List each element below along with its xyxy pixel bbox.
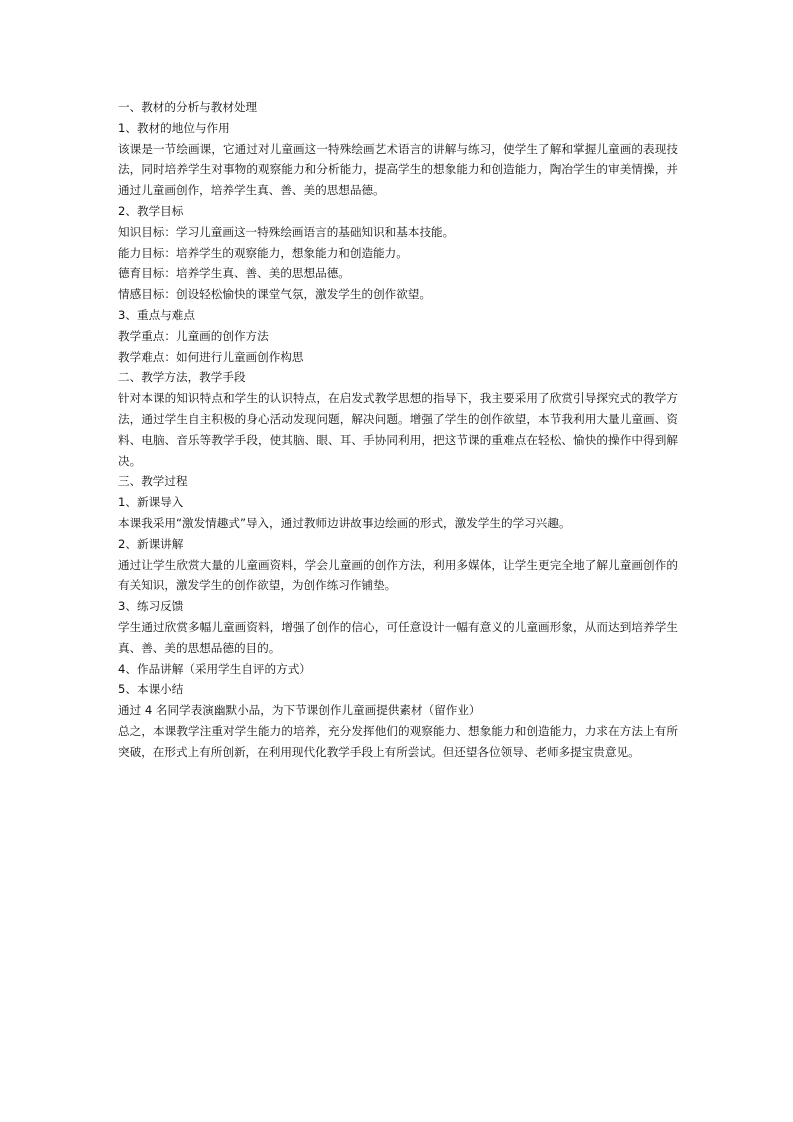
section-heading-2: 二、教学方法，教学手段: [118, 370, 246, 385]
subsection-heading-3-2: 2、新课讲解: [118, 536, 184, 551]
document-body: [118, 97, 678, 763]
subsection-heading-3-5: 5、本课小结: [118, 682, 184, 697]
subsection-heading-1-1: 1、教材的地位与作用: [118, 120, 230, 135]
goal-emotion: 情感目标：创设轻松愉快的课堂气氛，激发学生的创作欲望。: [118, 287, 432, 302]
goal-knowledge: 知识目标：学习儿童画这一特殊绘画语言的基础知识和基本技能。: [118, 224, 455, 239]
section-heading-1: 一、教材的分析与教材处理: [118, 100, 258, 114]
paragraph-new-lesson: 通过让学生欣赏大量的儿童画资料，学会儿童画的创作方法，利用多媒体，让学生更完全地了解儿童画创作的有关知识，激发学生的创作欲望，为创作练习作铺垫。: [118, 557, 678, 593]
subsection-heading-3-3: 3、练习反馈: [118, 599, 184, 614]
paragraph-practice-feedback: 学生通过欣赏多幅儿童画资料，增强了创作的信心，可任意设计一幅有意义的儿童画形象，从而达到培养学生真、善、美的思想品德的目的。: [118, 619, 678, 655]
paragraph-teaching-methods: 针对本课的知识特点和学生的认识特点，在启发式教学思想的指导下，我主要采用了欣赏引导探究式的教学方法，通过学生自主积极的身心活动发现问题，解决问题。增强了学生的创作欲望，本节我利用大量儿童画、资料、电脑、音乐等教学手段，使其脑、眼、耳、手协同利用，把这节课的重难点在轻松、愉快的操作中得到解决。: [118, 391, 678, 468]
paragraph-conclusion: 总之，本课教学注重对学生能力的培养，充分发挥他们的观察能力、想象能力和创造能力，力求在方法上有所突破，在形式上有所创新，在利用现代化教学手段上有所尝试。但还望各位领导、老师多提宝贵意见。: [118, 723, 678, 759]
subsection-heading-1-3: 3、重点与难点: [118, 307, 195, 322]
teaching-difficulty: 教学难点：如何进行儿童画创作构思: [118, 349, 304, 364]
paragraph-summary-activity: 通过 4 名同学表演幽默小品，为下节课创作儿童画提供素材（留作业）: [118, 703, 481, 718]
paragraph-introduction: 本课我采用“激发情趣式”导入，通过教师边讲故事边绘画的形式，激发学生的学习兴趣。: [118, 515, 571, 530]
subsection-heading-3-1: 1、新课导入: [118, 495, 184, 510]
goal-ability: 能力目标：培养学生的观察能力，想象能力和创造能力。: [118, 245, 408, 260]
teaching-focus: 教学重点：儿童画的创作方法: [118, 328, 269, 343]
paragraph-course-position: 该课是一节绘画课，它通过对儿童画这一特殊绘画艺术语言的讲解与练习，使学生了解和掌握儿童画的表现技法，同时培养学生对事物的观察能力和分析能力，提高学生的想象能力和创造能力，陶冶学生的审美情操，并通过儿童画创作，培养学生真、善、美的思想品德。: [118, 141, 678, 198]
subsection-heading-1-2: 2、教学目标: [118, 203, 184, 218]
section-heading-3: 三、教学过程: [118, 474, 188, 489]
goal-moral: 德育目标：培养学生真、善、美的思想品德。: [118, 266, 350, 281]
subsection-heading-3-4: 4、作品讲解（采用学生自评的方式）: [118, 661, 311, 676]
